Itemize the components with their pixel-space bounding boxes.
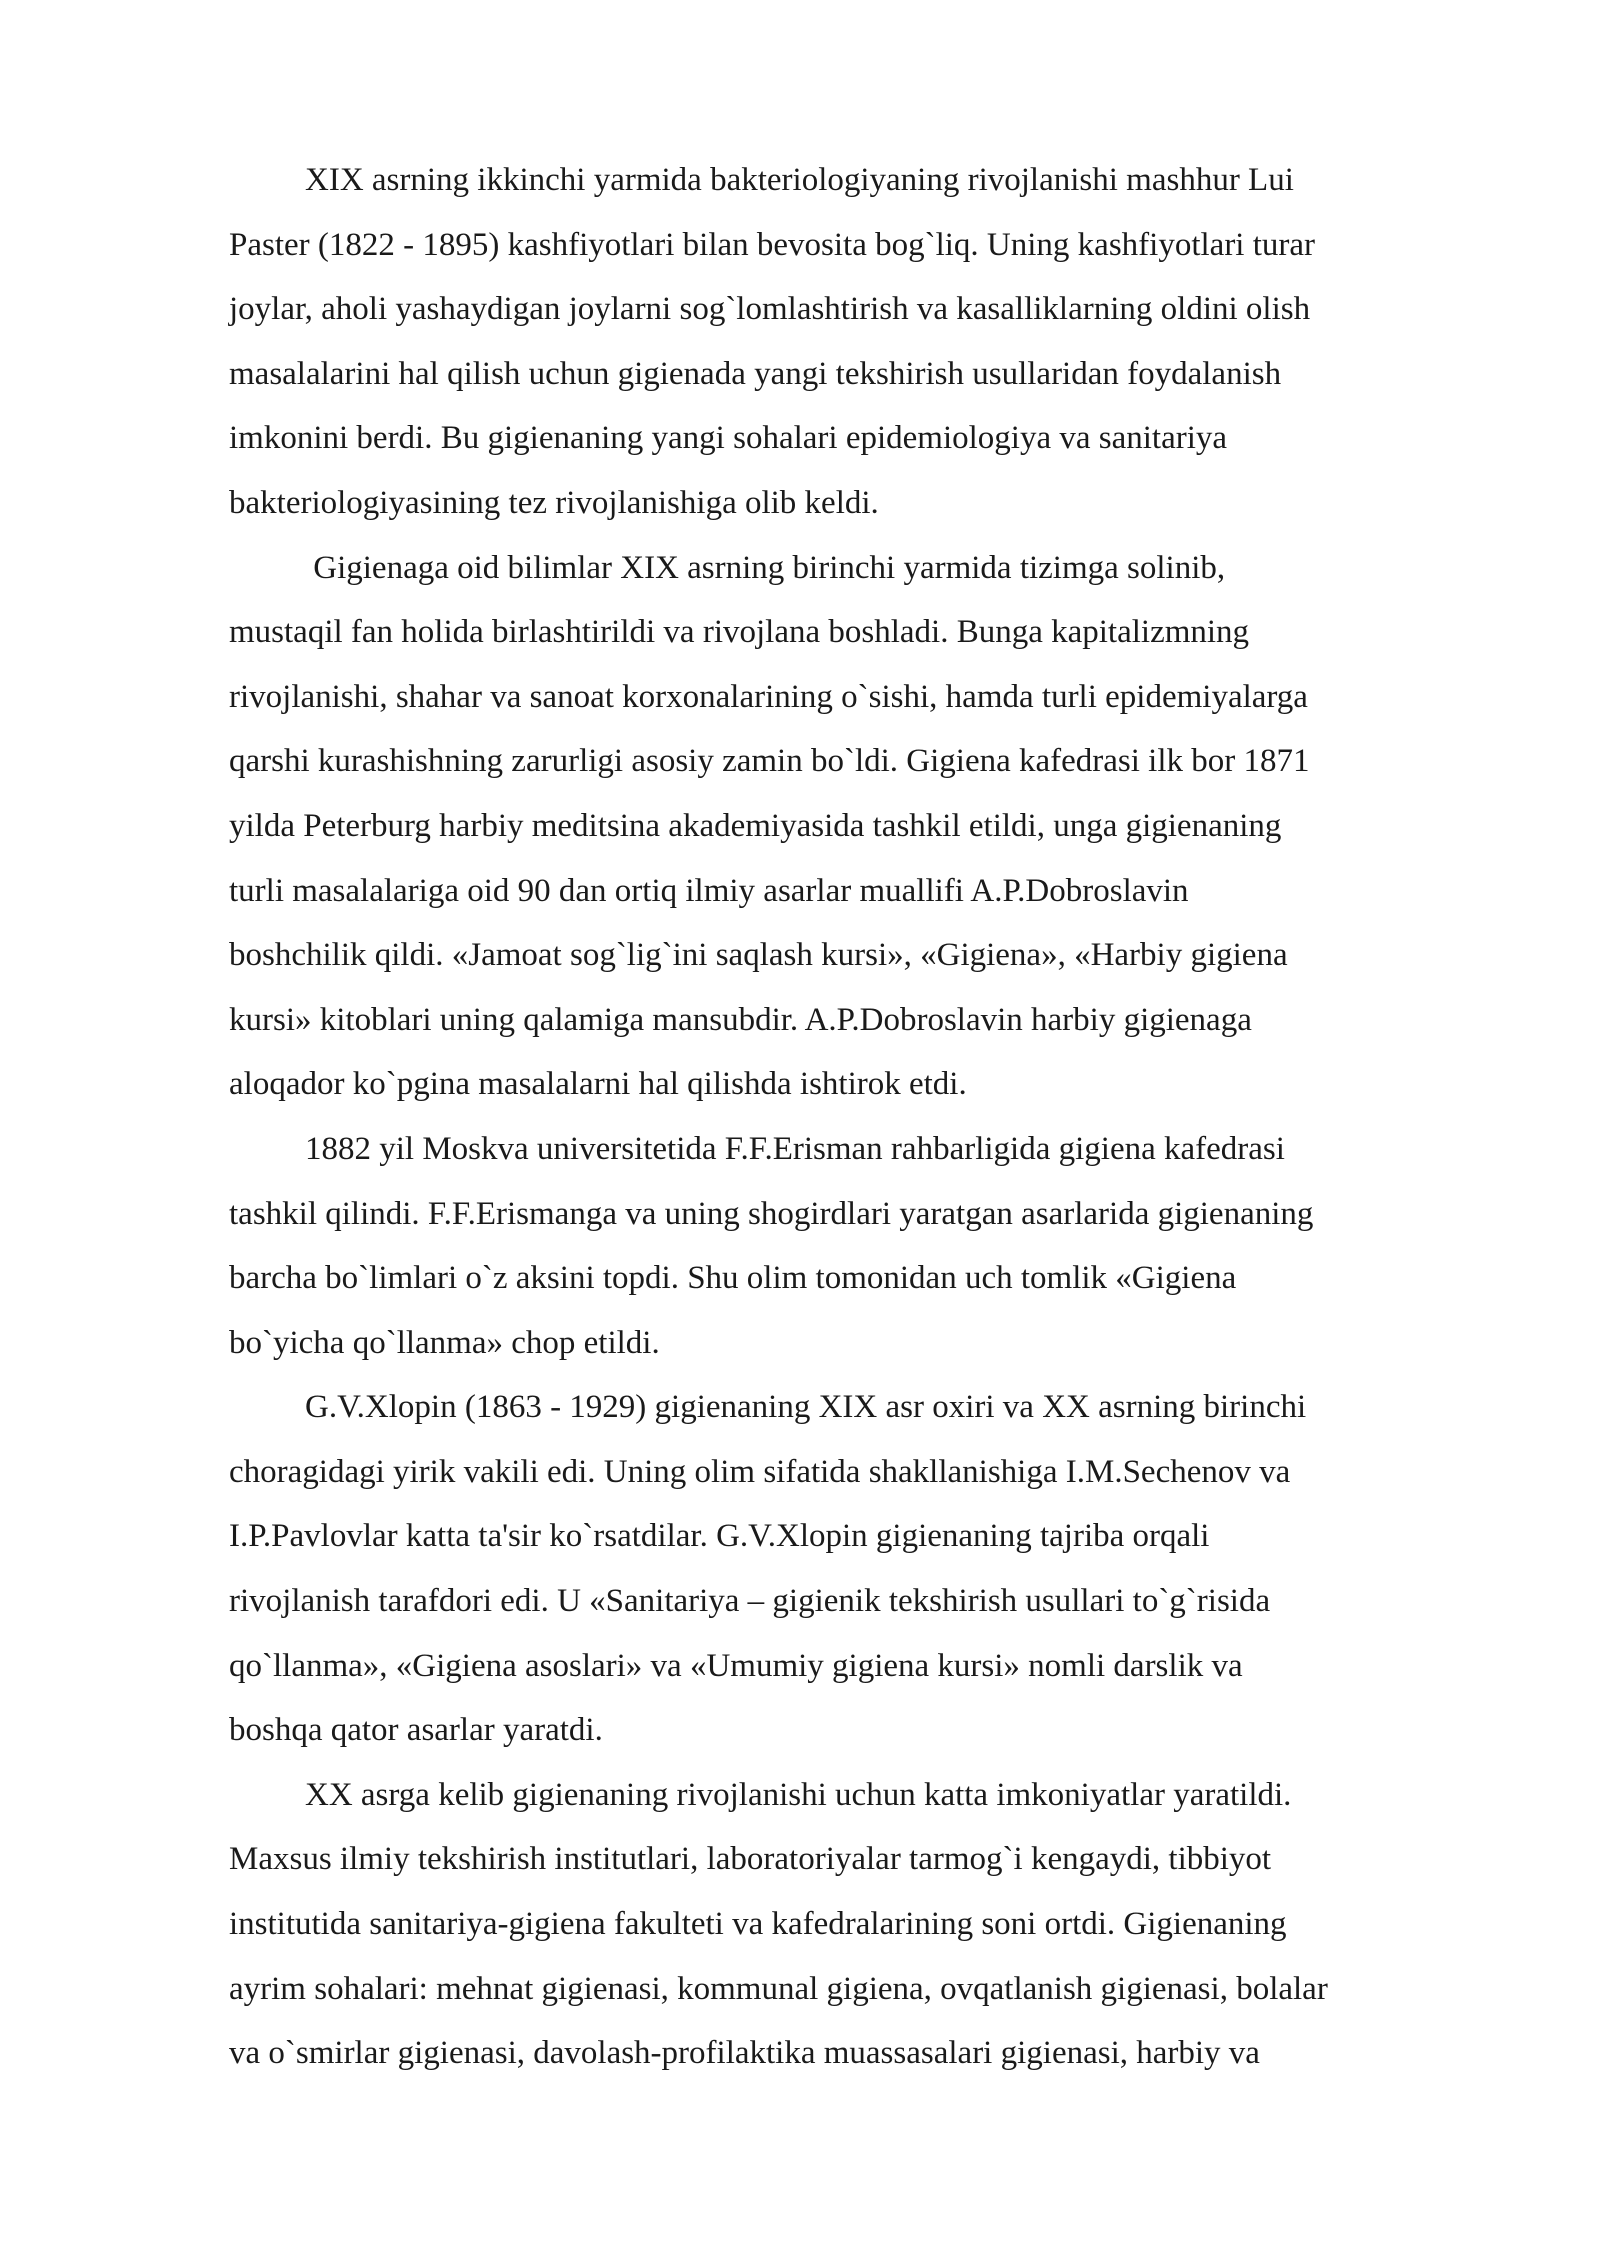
text-line: mustaqil fan holida birlashtirildi va rivojlana boshladi. Bunga kapitalizmning <box>229 614 1250 651</box>
text-line: boshchilik qildi. «Jamoat sog`lig`ini saqlash kursi», «Gigiena», «Harbiy gigiena <box>229 937 1288 974</box>
text-line: rivojlanishi, shahar va sanoat korxonalarining o`sishi, hamda turli epidemiyalarga <box>229 678 1308 715</box>
text-line: qo`llanma», «Gigiena asoslari» va «Umumiy gigiena kursi» nomli darslik va <box>229 1647 1243 1684</box>
paragraph-dobroslavin <box>229 536 1505 1117</box>
text-line: G.V.Xlopin (1863 - 1929) gigienaning XIX asr oxiri va XX asrning birinchi <box>305 1389 1307 1426</box>
text-line: barcha bo`limlari o`z aksini topdi. Shu olim tomonidan uch tomlik «Gigiena <box>229 1260 1237 1297</box>
text-line: boshqa qator asarlar yaratdi. <box>229 1712 603 1749</box>
text-line: 1882 yil Moskva universitetida F.F.Erisman rahbarligida gigiena kafedrasi <box>305 1130 1285 1167</box>
text-line: tashkil qilindi. F.F.Erismanga va uning shogirdlari yaratgan asarlarida gigienaning <box>229 1195 1314 1232</box>
text-line: Gigienaga oid bilimlar XIX asrning birinchi yarmida tizimga solinib, <box>305 549 1226 586</box>
document-body <box>229 148 1505 2086</box>
text-line: XIX asrning ikkinchi yarmida bakteriologiyaning rivojlanishi mashhur Lui <box>305 162 1294 198</box>
text-line: kursi» kitoblari uning qalamiga mansubdir. A.P.Dobroslavin harbiy gigienaga <box>229 1001 1252 1038</box>
text-line: choragidagi yirik vakili edi. Uning olim sifatida shakllanishiga I.M.Sechenov va <box>229 1453 1291 1490</box>
text-line: XX asrga kelib gigienaning rivojlanishi uchun katta imkoniyatlar yaratildi. <box>305 1776 1292 1813</box>
paragraph-pasteur <box>229 148 1505 536</box>
text-line: institutida sanitariya-gigiena fakulteti va kafedralarining soni ortdi. Gigienaning <box>229 1906 1287 1943</box>
paragraph-xx-century <box>229 1763 1505 2086</box>
text-line: I.P.Pavlovlar katta ta'sir ko`rsatdilar. G.V.Xlopin gigienaning tajriba orqali <box>229 1518 1210 1555</box>
text-line: qarshi kurashishning zarurligi asosiy zamin bo`ldi. Gigiena kafedrasi ilk bor 1871 <box>229 743 1310 780</box>
text-line: turli masalalariga oid 90 dan ortiq ilmiy asarlar muallifi A.P.Dobroslavin <box>229 872 1189 909</box>
paragraph-erisman <box>229 1117 1505 1375</box>
text-line: masalalarini hal qilish uchun gigienada yangi tekshirish usullaridan foydalanish <box>229 355 1282 392</box>
text-line: imkonini berdi. Bu gigienaning yangi sohalari epidemiologiya va sanitariya <box>229 420 1228 457</box>
text-line: Paster (1822 - 1895) kashfiyotlari bilan bevosita bog`liq. Uning kashfiyotlari turar <box>229 226 1316 263</box>
text-line: yilda Peterburg harbiy meditsina akademiyasida tashkil etildi, unga gigienaning <box>229 807 1282 844</box>
text-line: bakteriologiyasining tez rivojlanishiga olib keldi. <box>229 484 879 521</box>
text-line: ayrim sohalari: mehnat gigienasi, kommunal gigiena, ovqatlanish gigienasi, bolalar <box>229 1970 1328 2007</box>
text-line: joylar, aholi yashaydigan joylarni sog`lomlashtirish va kasalliklarning oldini olish <box>229 291 1311 328</box>
paragraph-xlopin <box>229 1375 1505 1763</box>
text-line: bo`yicha qo`llanma» chop etildi. <box>229 1324 660 1361</box>
text-line: Maxsus ilmiy tekshirish institutlari, laboratoriyalar tarmog`i kengaydi, tibbiyot <box>229 1841 1272 1878</box>
text-line: va o`smirlar gigienasi, davolash-profilaktika muassasalari gigienasi, harbiy va <box>229 2035 1260 2072</box>
text-line: rivojlanish tarafdori edi. U «Sanitariya – gigienik tekshirish usullari to`g`risida <box>229 1583 1271 1620</box>
text-line: aloqador ko`pgina masalalarni hal qilishda ishtirok etdi. <box>229 1066 967 1103</box>
